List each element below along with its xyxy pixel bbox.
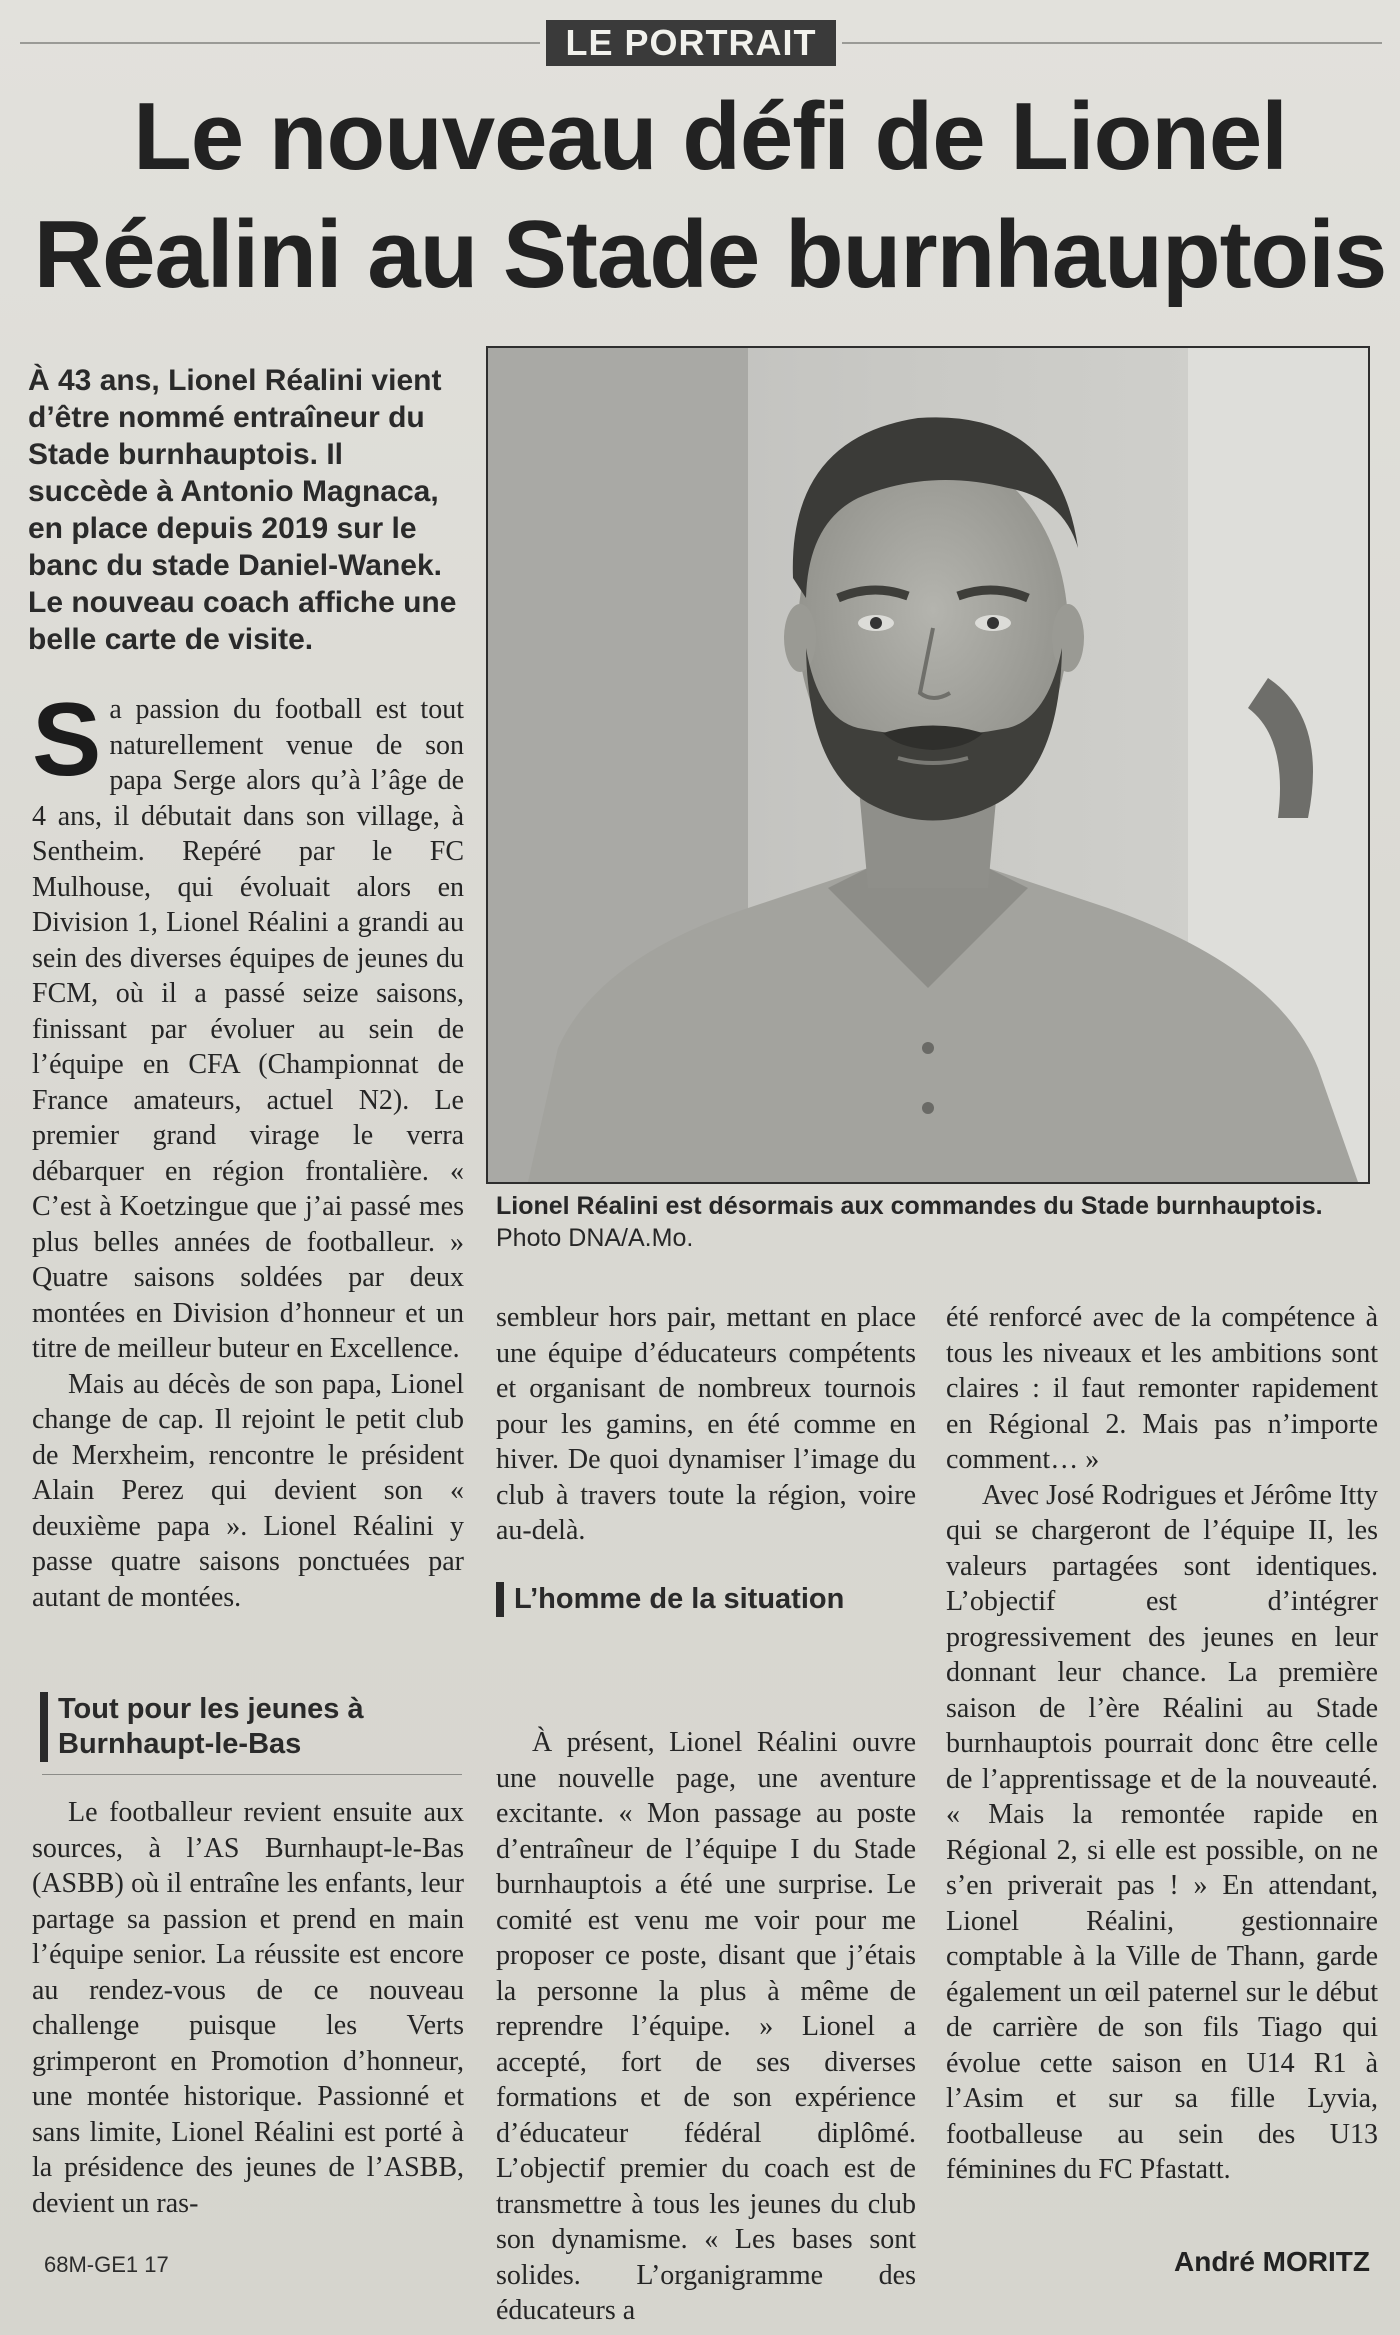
paragraph-3: Le footballeur revient ensuite aux sources, à l’AS Burnhaupt-le-Bas (ASBB) où il entraîne les enfants, leur partage sa passion et prend en main l’équipe senior. La réussite est encore au rendez-vous de ce nouveau challenge puisque les Verts grimperont en Promotion d’honneur, une montée historique. Passionné et sans limite, Lionel Réalini est porté à la présidence des jeunes de l’ASBB, devient un ras-: [32, 1797, 464, 2219]
page-folio: 68M-GE1 17: [44, 2252, 169, 2277]
photo-caption: [496, 1190, 1376, 1254]
lede: À 43 ans, Lionel Réalini vient d’être nommé entraîneur du Stade burnhauptois. Il succède à Antonio Magnaca, en place depuis 2019 sur le banc du stade Daniel-Wanek. Le nouveau coach affiche une belle carte de visite.: [28, 364, 457, 656]
kicker-rule-right: [842, 42, 1382, 44]
headline: Le nouveau défi de Lionel Réalini au Stade burnhauptois: [33, 83, 1387, 308]
paragraph-4-continued: été renforcé avec de la compétence à tous les niveaux et les ambitions sont claires : il faut remonter rapidement en Régional 2. Mais pas n’importe comment… »: [946, 1302, 1378, 1475]
paragraph-1-text: a passion du football est tout naturellement venue de son papa Serge alors qu’à l’âge de 4 ans, il débutait dans son village, à Sentheim. Repéré par le FC Mulhouse, qui évoluait alors en Division 1, Lionel Réalini a grandi au sein des diverses équipes de jeunes du FCM, où il a passé seize saisons, finissant par évoluer au sein de l’équipe en CFA (Championnat de France amateurs, actuel N2). Le premier grand virage le verra débarquer en région frontalière. « C’est à Koetzingue que j’ai passé mes plus belles années de footballeur. » Quatre saisons soldées par deux montées en Division d’honneur et un titre de meilleur buteur en Excellence.: [32, 694, 464, 1364]
subhead-jeunes: Tout pour les jeunes à Burnhaupt-le-Bas: [40, 1692, 458, 1762]
paragraph-1: [32, 682, 464, 1367]
section-kicker: LE PORTRAIT: [546, 20, 836, 66]
paragraph-2: Mais au décès de son papa, Lionel change de cap. Il rejoint le petit club de Merxheim, rencontre le président Alain Perez qui devient son « deuxième papa ». Lionel Réalini y passe quatre saisons ponctuées par autant de montées.: [32, 1368, 464, 1613]
dropcap: S: [32, 682, 102, 798]
column-2-bottom: [496, 1725, 916, 2329]
column-1-bottom: [32, 1795, 464, 2221]
paragraph-3-continued: sembleur hors pair, mettant en place une équipe d’éducateurs compétents et organisant de nombreux tournois pour les gamins, en été comme en hiver. De quoi dynamiser l’image du club à travers toute la région, voire au-delà.: [496, 1302, 916, 1546]
caption-text: Lionel Réalini est désormais aux commandes du Stade burnhauptois.: [496, 1192, 1323, 1220]
kicker-rule-left: [20, 42, 540, 44]
photo-credit: Photo DNA/A.Mo.: [496, 1224, 694, 1252]
byline: André MORITZ: [1174, 2246, 1370, 2277]
subhead-situation: L’homme de la situation: [496, 1582, 914, 1617]
subhead-rule: [42, 1774, 462, 1775]
portrait-illustration: [488, 348, 1368, 1182]
column-2-top: [496, 1300, 916, 1549]
portrait-photo: [486, 346, 1370, 1184]
paragraph-4: À présent, Lionel Réalini ouvre une nouvelle page, une aventure excitante. « Mon passage au poste d’entraîneur de l’équipe I du Stade burnhauptois a été une surprise. Le comité est venu me voir pour me proposer ce poste, disant que j’étais la personne la plus à même de reprendre l’équipe. » Lionel a accepté, fort de ses diverses formations et de son expérience d’éducateur fédéral diplômé. L’objectif premier du coach est de transmettre à tous les jeunes du club son dynamisme. « Les bases sont solides. L’organigramme des éducateurs a: [496, 1727, 916, 2326]
column-1-top: [32, 682, 464, 1615]
column-3: [946, 1300, 1378, 2188]
paragraph-5: Avec José Rodrigues et Jérôme Itty qui se chargeront de l’équipe II, les valeurs partagées sont identiques. L’objectif est d’intégrer progressivement des jeunes en leur donnant leur chance. La première saison de l’ère Réalini au Stade burnhauptois pourrait donc être celle de l’apprentissage et de la nouveauté. « Mais la remontée rapide en Régional 2, si elle est possible, on ne s’en priverait pas ! » En attendant, Lionel Réalini, gestionnaire comptable à la Ville de Thann, garde également un œil paternel sur le début de carrière de son fils Tiago qui évolue cette saison en U14 R1 à l’Asim et sur sa fille Lyvia, footballeuse au sein des U13 féminines du FC Pfastatt.: [946, 1479, 1378, 2185]
